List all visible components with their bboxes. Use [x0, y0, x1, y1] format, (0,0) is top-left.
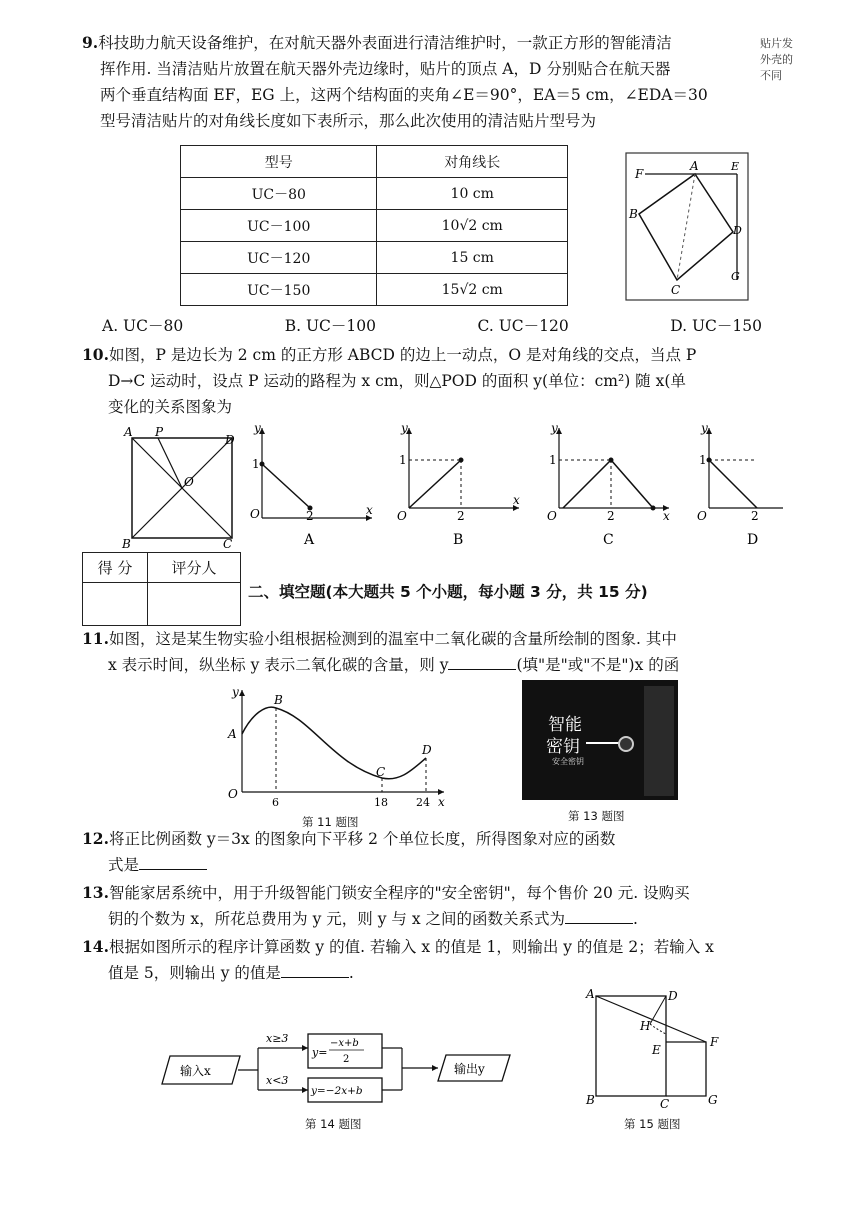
table-row: [181, 178, 568, 210]
graph-point: [609, 458, 614, 463]
question-text-line: 智能家居系统中，用于升级智能门锁安全程序的"安全密钥"，每个售价 20 元. 设购买: [108, 884, 690, 902]
side-note: 贴片发 外壳的 不同: [760, 37, 793, 82]
label-E: E: [652, 1043, 661, 1057]
label-G: G: [708, 1093, 718, 1107]
table-row: [181, 242, 568, 274]
photo-subtext: 安全密钥: [552, 757, 584, 766]
question-text-line: x 表示时间，纵坐标 y 表示二氧化碳的含量，则 y: [108, 656, 449, 674]
point-label-B: B: [274, 693, 283, 707]
axis-label-y: y: [551, 421, 558, 435]
question-text-line: 钥的个数为 x，所花总费用为 y 元，则 y 与 x 之间的函数关系式为: [108, 910, 565, 928]
graph-line: [262, 464, 310, 508]
axis-label-x: x: [663, 509, 670, 523]
graph-line: [409, 460, 461, 508]
formula-top-lhs: y=: [312, 1046, 328, 1059]
y-arrow: [239, 690, 245, 696]
origin-label: O: [697, 509, 707, 523]
grader-header: 评分人: [148, 553, 241, 583]
table-header-row: [181, 146, 568, 178]
segment-DH: [650, 996, 666, 1024]
question-number: 14.: [82, 937, 109, 956]
question-text-line: .: [633, 910, 638, 928]
q10-graph-a: [248, 420, 378, 550]
q10-square-figure: [120, 424, 245, 549]
origin-label: O: [228, 787, 238, 801]
flow-arrow: [302, 1087, 308, 1093]
table-cell: 10√2 cm: [377, 210, 568, 242]
graph-point: [651, 506, 656, 511]
door-edge: [644, 686, 674, 796]
origin-label: O: [397, 509, 407, 523]
tick-label: 2: [306, 509, 314, 523]
graph-point: [459, 458, 464, 463]
label-D: D: [668, 989, 678, 1003]
question-text-line: 挥作用. 当清洁贴片放置在航天器外壳边缘时，贴片的顶点 A，D 分别贴合在航天器: [100, 60, 671, 78]
question-text-line: 值是 5，则输出 y 的值是: [108, 964, 281, 982]
label-A: A: [124, 425, 133, 439]
label-B: B: [122, 537, 131, 549]
output-label: 输出y: [454, 1062, 485, 1076]
table-cell: UC－120: [181, 242, 377, 274]
table-cell: UC－150: [181, 274, 377, 306]
tick-label: 6: [272, 796, 279, 809]
q10-graph-b: [395, 420, 525, 550]
label-C: C: [671, 283, 681, 297]
label-D: D: [733, 224, 742, 237]
point-label-C: C: [376, 765, 386, 779]
axis-label-y: y: [232, 685, 239, 699]
graph-name: D: [747, 532, 759, 548]
label-B: B: [586, 1093, 595, 1107]
score-header: 得 分: [83, 553, 148, 583]
tick-label: 24: [416, 796, 430, 809]
model-spec-table: [180, 145, 568, 306]
q10-graph-c: [545, 420, 675, 550]
label-P: P: [155, 425, 164, 439]
question-text-line: (填"是"或"不是")x 的函: [516, 656, 680, 674]
question-text-line: D→C 运动时，设点 P 运动的路程为 x cm，则△POD 的面积 y(单位：cm²) 随 x(单: [108, 372, 686, 390]
axis-label-y: y: [701, 421, 708, 435]
condition-top: x≥3: [266, 1032, 289, 1045]
photo-text: 密钥: [546, 737, 580, 757]
answer-blank[interactable]: [281, 961, 349, 978]
question-11: [82, 626, 772, 678]
question-text-line: 如图，P 是边长为 2 cm 的正方形 ABCD 的边上一动点，O 是对角线的交点，当点 P: [108, 346, 697, 364]
question-number: 10.: [82, 345, 109, 364]
question-number: 12.: [82, 829, 109, 848]
tick-label: 2: [607, 509, 615, 523]
input-label: 输入x: [180, 1064, 211, 1078]
question-13: [82, 880, 772, 932]
q13-key-photo: [522, 680, 678, 800]
tick-label: 2: [751, 509, 759, 523]
flow-arrow: [432, 1065, 438, 1071]
tick-label: 1: [549, 453, 557, 467]
point-label-D: D: [422, 743, 432, 757]
question-text-line: 如图，这是某生物实验小组根据检测到的温室中二氧化碳的含量所绘制的图象. 其中: [108, 630, 677, 648]
segment-PO: [158, 438, 182, 488]
pointer-line: [586, 742, 620, 744]
table-row: [181, 274, 568, 306]
answer-blank[interactable]: [139, 853, 207, 870]
question-14: [82, 934, 772, 986]
graph-point: [707, 458, 712, 463]
axis-label-x: x: [513, 493, 520, 507]
question-text-line: 将正比例函数 y＝3x 的图象向下平移 2 个单位长度，所得图象对应的函数: [108, 830, 616, 848]
question-text-line: 科技助力航天设备维护，在对航天器外表面进行清洁维护时，一款正方形的智能清洁: [98, 34, 672, 52]
tick-label: 1: [699, 453, 707, 467]
question-text-line: 两个垂直结构面 EF，EG 上，这两个结构面的夹角∠E＝90°，EA＝5 cm，∠EDA＝30: [100, 86, 708, 104]
question-number: 9.: [82, 33, 99, 52]
option-d: D. UC－150: [670, 317, 762, 335]
axis-label-y: y: [401, 421, 408, 435]
question-text-line: 变化的关系图象为: [108, 398, 233, 416]
arc: [650, 1024, 666, 1034]
segment-AF: [596, 996, 706, 1042]
grader-cell[interactable]: [148, 583, 241, 626]
table-row: [181, 210, 568, 242]
tick-label: 18: [374, 796, 388, 809]
axis-label-y: y: [254, 421, 261, 435]
label-F: F: [635, 167, 644, 181]
key-icon: [618, 736, 634, 752]
q15-figure: [580, 984, 730, 1112]
graph-name: C: [603, 532, 614, 548]
label-E: E: [731, 160, 740, 173]
tick-label: 2: [457, 509, 465, 523]
graph-line: [563, 460, 653, 508]
axis-label-x: x: [438, 795, 445, 809]
figure-caption: 第 14 题图: [305, 1117, 362, 1131]
label-F: F: [710, 1035, 719, 1049]
figure-caption: 第 15 题图: [624, 1117, 681, 1131]
q9-square-figure: [625, 152, 750, 302]
q11-co2-graph: [222, 684, 452, 814]
question-number: 11.: [82, 629, 109, 648]
condition-bottom: x<3: [266, 1074, 289, 1087]
option-a: A. UC－80: [102, 317, 184, 335]
point-label-A: A: [228, 727, 237, 741]
label-A: A: [690, 159, 699, 173]
graph-point: [260, 462, 265, 467]
square-CEFG: [666, 1042, 706, 1096]
figure-caption: 第 13 题图: [568, 809, 625, 823]
table-cell: UC－80: [181, 178, 377, 210]
table-cell: 15√2 cm: [377, 274, 568, 306]
score-cell[interactable]: [83, 583, 148, 626]
graph-line: [709, 460, 757, 508]
label-B: B: [629, 207, 638, 221]
question-number: 13.: [82, 883, 109, 902]
label-C: C: [223, 537, 233, 549]
question-text-line: 式是: [108, 856, 140, 874]
question-9: [82, 30, 772, 134]
answer-blank[interactable]: [565, 907, 633, 924]
figure-caption: 第 11 题图: [302, 815, 359, 829]
table-cell: 10 cm: [377, 178, 568, 210]
option-b: B. UC－100: [284, 317, 376, 335]
question-text-line: 根据如图所示的程序计算函数 y 的值. 若输入 x 的值是 1，则输出 y 的值是 2；若输入 x: [108, 938, 714, 956]
option-c: C. UC－120: [477, 317, 569, 335]
score-box: [82, 552, 241, 626]
diagonal-AC: [677, 174, 695, 280]
origin-label: O: [547, 509, 557, 523]
label-H: H: [640, 1019, 651, 1033]
square-ABCD: [639, 174, 733, 280]
flow-arrow: [302, 1045, 308, 1051]
graph-name: B: [453, 532, 464, 548]
label-A: A: [586, 987, 595, 1001]
formula-top-den: 2: [343, 1054, 350, 1065]
question-10: [82, 342, 772, 420]
question-12: [82, 826, 772, 878]
co2-curve: [242, 707, 426, 779]
axis-label-x: x: [366, 503, 373, 517]
tick-label: 1: [399, 453, 407, 467]
answer-blank[interactable]: [448, 653, 516, 670]
question-text-line: .: [348, 964, 354, 982]
question-text-line: 型号清洁贴片的对角线长度如下表所示，那么此次使用的清洁贴片型号为: [100, 112, 597, 130]
label-D: D: [225, 433, 235, 447]
q9-options: [102, 314, 762, 336]
tick-label: 1: [252, 457, 260, 471]
q14-flowchart: [158, 1028, 518, 1110]
table-header: 对角线长: [377, 146, 568, 178]
origin-label: O: [250, 507, 260, 521]
section-title: 二、填空题(本大题共 5 个小题，每小题 3 分，共 15 分): [248, 583, 648, 601]
label-C: C: [660, 1097, 670, 1111]
label-O: O: [184, 475, 194, 489]
formula-top-num: −x+b: [330, 1038, 359, 1049]
table-header: 型号: [181, 146, 377, 178]
photo-text: 智能: [548, 715, 582, 735]
q10-graph-d: [695, 420, 785, 550]
formula-bottom: y=−2x+b: [311, 1085, 363, 1097]
table-cell: 15 cm: [377, 242, 568, 274]
graph-name: A: [304, 532, 315, 548]
label-G: G: [731, 270, 740, 283]
table-cell: UC－100: [181, 210, 377, 242]
